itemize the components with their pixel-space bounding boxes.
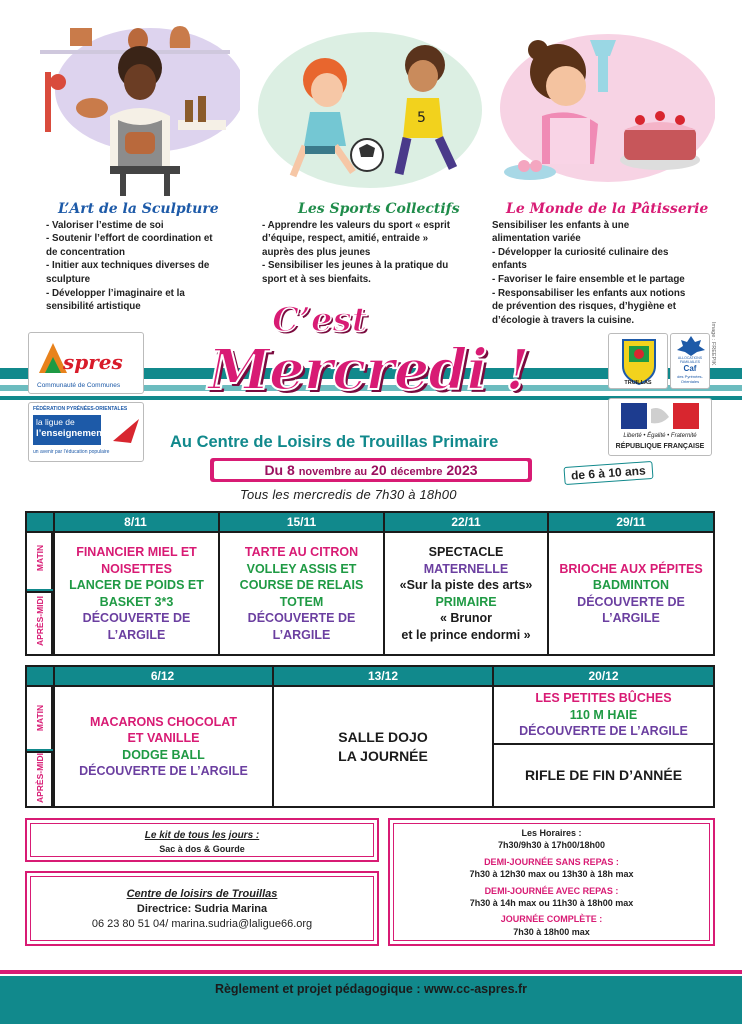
full-day: 7h30 à 18h00 max: [513, 926, 590, 937]
activity-title: L’Art de la Sculpture: [58, 201, 219, 217]
footer-link[interactable]: Règlement et projet pédagogique : www.cc-aspres.fr: [214, 982, 528, 996]
activity-line: FINANCIER MIEL ET: [76, 545, 197, 559]
date-month-end: décembre: [390, 466, 443, 478]
activity-line: - Apprendre les valeurs du sport « esprit: [262, 219, 451, 231]
side-label-matin: MATIN: [35, 704, 45, 732]
kit-box: [25, 818, 379, 862]
half-meal-title: DEMI-JOURNÉE AVEC REPAS :: [484, 885, 619, 896]
caf-sub: des Pyrénées-Orientales: [677, 374, 703, 384]
activity-line: LANCER DE POIDS ET: [69, 578, 204, 592]
caf-logo: [670, 333, 710, 389]
activity-line: - Sensibiliser les jeunes à la pratique du: [262, 260, 449, 272]
ligue-name-line2: l’enseignement: [36, 428, 106, 439]
activity-line: BADMINTON: [592, 578, 670, 592]
activity-line: DÉCOUVERTE DE: [247, 611, 356, 625]
activity-line: d’équipe, respect, amitié, entraide »: [262, 233, 429, 245]
activity-cell: [549, 533, 713, 654]
svg-text:spres: spres: [63, 350, 123, 374]
date-band: [210, 458, 532, 482]
ligue-enseignement-logo: [28, 402, 144, 462]
activity-line: DÉCOUVERTE DE L’ARGILE: [79, 764, 248, 778]
activity-line: - Responsabiliser les enfants aux notions: [492, 287, 686, 299]
activity-description: [46, 219, 246, 314]
activity-line: auprès des plus jeunes: [262, 246, 371, 258]
side-label-apres-midi: APRÈS-MIDI: [35, 752, 45, 804]
side-label-matin: MATIN: [35, 544, 45, 572]
activity-line: de concentration: [46, 246, 125, 258]
activity-cell: RIFLE DE FIN D’ANNÉE: [524, 767, 683, 784]
centre-title: Centre de loisirs de Trouillas: [126, 888, 278, 900]
activity-line: « Brunor: [439, 611, 493, 625]
title-mercredi: Mercredi !: [208, 337, 529, 403]
activity-line: L’ARGILE: [602, 611, 660, 625]
caf-top-text: ALLOCATIONS FAMILIALES: [677, 356, 703, 364]
centre-contact: 06 23 80 51 04/ marina.sudria@laligue66.org: [91, 918, 313, 930]
activity-description: [492, 219, 712, 328]
activity-line: PRIMAIRE: [435, 594, 497, 609]
ligue-federation-text: FÉDÉRATION PYRÉNÉES-ORIENTALES: [33, 406, 128, 412]
footer-line: [0, 970, 742, 974]
side-label-apres-midi: APRÈS-MIDI: [35, 595, 45, 647]
activity-line: Sensibiliser les enfants à une: [492, 219, 630, 231]
aspres-logo: [28, 332, 144, 394]
activity-description: [262, 219, 477, 287]
caf-name: Caf: [683, 364, 697, 373]
activity-line: L’ARGILE: [272, 627, 331, 642]
half-no-meal-title: DEMI-JOURNÉE SANS REPAS :: [484, 856, 619, 867]
activity-line: DÉCOUVERTE DE L’ARGILE: [519, 724, 688, 739]
activity-line: TOTEM: [279, 594, 324, 609]
activity-line: LA JOURNÉE: [338, 747, 428, 764]
ligue-name-line1: la ligue de: [36, 417, 75, 427]
activity-line: DODGE BALL: [122, 747, 205, 762]
horaires-box: [388, 818, 715, 946]
activity-cell: [494, 687, 713, 743]
rf-name: RÉPUBLIQUE FRANÇAISE: [615, 443, 705, 450]
date-header: 15/11: [220, 513, 385, 531]
activity-line: sensibilité artistique: [46, 301, 141, 313]
activity-line: DÉCOUVERTE DE: [577, 594, 685, 609]
activity-line: 110 M HAIE: [569, 707, 638, 722]
activity-line: BRIOCHE AUX PÉPITES: [559, 561, 703, 576]
date-month-start: novembre au: [298, 466, 368, 478]
full-day-title: JOURNÉE COMPLÈTE :: [500, 914, 603, 925]
activity-line: - Développer l’imaginaire et la: [46, 287, 185, 299]
title-cest: C’est: [272, 300, 368, 340]
date-year: 2023: [446, 462, 478, 478]
trouillas-label: TRUILLAS: [624, 380, 652, 386]
hours-line: Tous les mercredis de 7h30 à 18h00: [240, 487, 457, 502]
date-header: 13/12: [274, 667, 494, 685]
activity-line: - Favoriser le faire ensemble et le partage: [492, 273, 685, 285]
activity-line: COURSE DE RELAIS: [239, 578, 364, 592]
horaires-times: 7h30/9h30 à 17h00/18h00: [497, 840, 606, 851]
horaires-title: Les Horaires :: [521, 828, 582, 838]
svg-text:5: 5: [417, 110, 426, 126]
schedule-december: [25, 665, 715, 808]
activity-sculpture: [46, 203, 246, 314]
half-meal: 7h30 à 14h max ou 11h30 à 18h00 max: [469, 898, 634, 909]
centre-director: Directrice: Sudria Marina: [136, 903, 268, 915]
activity-line: MACARONS CHOCOLAT: [90, 714, 237, 729]
activity-cell: [55, 533, 220, 654]
activity-line: sport et à ses bienfaits.: [262, 273, 371, 285]
republique-francaise-logo: [608, 398, 712, 456]
activity-line: LES PETITES BÛCHES: [535, 691, 672, 706]
activity-line: - Valoriser l’estime de soi: [46, 219, 164, 231]
sculpture-illustration: [30, 20, 240, 200]
sports-illustration: [255, 20, 485, 200]
schedule-november: [25, 511, 715, 656]
activity-line: alimentation variée: [492, 233, 581, 245]
date-range: [214, 461, 528, 479]
activity-line: - Initier aux techniques diverses de: [46, 260, 210, 272]
date-header: 22/11: [385, 513, 549, 531]
centre-box: [25, 871, 379, 946]
activity-cell: [385, 533, 549, 654]
activity-line: «Sur la piste des arts»: [399, 578, 533, 592]
activity-title: Les Sports Collectifs: [298, 201, 460, 217]
kit-text: Sac à dos & Gourde: [159, 843, 245, 854]
activity-title: Le Monde de la Pâtisserie: [506, 201, 709, 217]
svg-text:Communauté de Communes: Communauté de Communes: [37, 382, 121, 389]
activity-pastry: [492, 203, 712, 327]
activity-line: DÉCOUVERTE DE: [82, 611, 191, 625]
activity-line: NOISETTES: [101, 561, 172, 576]
activity-cell: [274, 687, 494, 806]
date-end: 20: [371, 462, 387, 478]
activity-line: - Soutenir l’effort de coordination et: [46, 233, 213, 245]
rf-motto: Liberté • Égalité • Fraternité: [623, 433, 697, 439]
activity-line: SPECTACLE: [428, 545, 504, 559]
activity-line: d’écologie à travers la cuisine.: [492, 314, 635, 326]
page-subtitle: Au Centre de Loisirs de Trouillas Primaire: [170, 433, 499, 451]
activity-line: et le prince endormi »: [401, 627, 531, 642]
activity-line: L’ARGILE: [107, 627, 166, 642]
activity-line: de prévention des risques, d’hygiène et: [492, 301, 677, 313]
ligue-tagline: un avenir par l’éducation populaire: [33, 449, 110, 455]
activity-cell: [55, 687, 274, 806]
date-header: 6/12: [53, 667, 274, 685]
date-header: 29/11: [549, 513, 713, 531]
kit-title: Le kit de tous les jours :: [144, 830, 260, 841]
date-header: 8/11: [53, 513, 220, 531]
half-no-meal: 7h30 à 12h30 max ou 13h30 à 18h max: [469, 869, 634, 880]
activity-line: sculpture: [46, 273, 91, 285]
age-badge: de 6 à 10 ans: [563, 461, 653, 485]
activity-line: SALLE DOJO: [338, 728, 428, 745]
activity-line: BASKET 3*3: [99, 594, 174, 609]
trouillas-logo: [608, 333, 668, 389]
date-header: 20/12: [494, 667, 713, 685]
activity-cell: [220, 533, 385, 654]
image-credit: Image : FREEPIK: [710, 322, 716, 366]
activity-line: TARTE AU CITRON: [244, 545, 359, 559]
activity-line: MATERNELLE: [423, 561, 509, 576]
activity-line: VOLLEY ASSIS ET: [246, 561, 357, 576]
activity-line: enfants: [492, 260, 527, 272]
activity-sports: [262, 203, 477, 287]
footer: [0, 976, 742, 1024]
date-du: Du: [264, 462, 284, 478]
date-start: 8: [287, 462, 295, 478]
activity-line: - Développer la curiosité culinaire des: [492, 246, 669, 258]
pastry-illustration: [490, 20, 715, 200]
activity-line: ET VANILLE: [127, 731, 200, 745]
